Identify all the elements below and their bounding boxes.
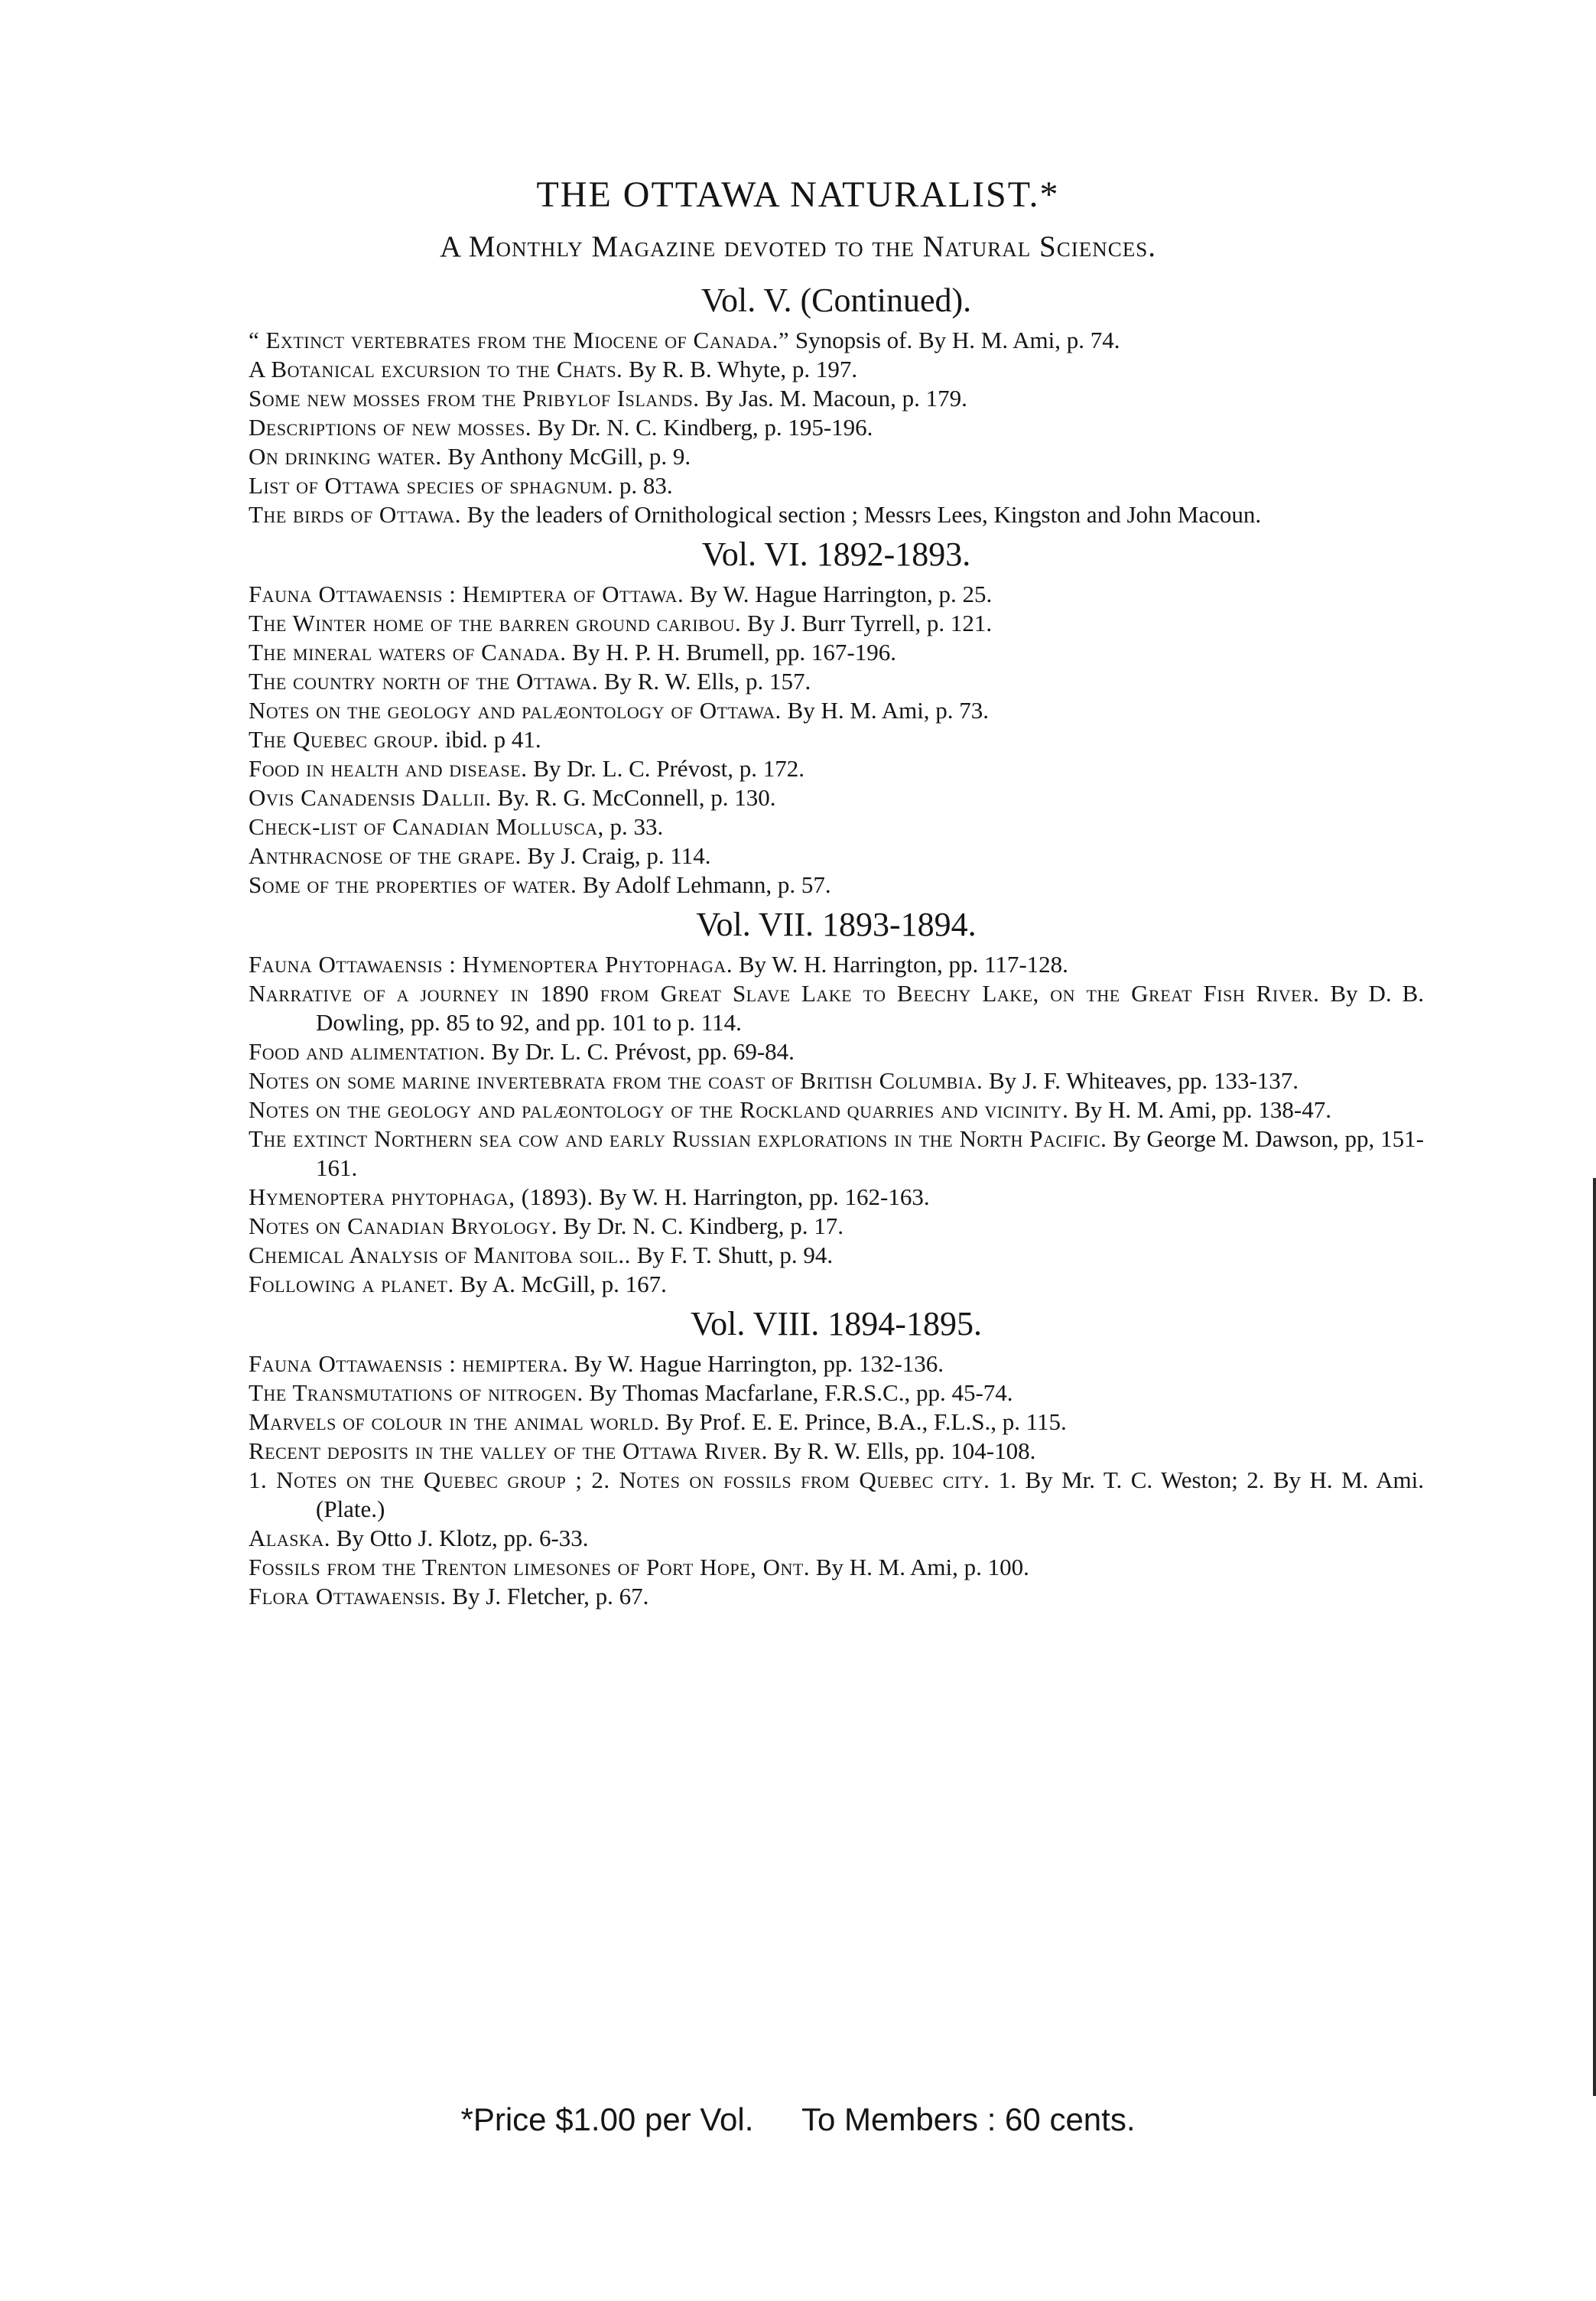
article-entry xyxy=(249,1212,1424,1241)
article-details: By Anthony McGill, p. 9. xyxy=(441,443,691,470)
article-entry xyxy=(249,667,1424,696)
article-entry xyxy=(249,1124,1424,1183)
article-entry xyxy=(249,1095,1424,1124)
article-title: The Winter home of the barren ground caribou. xyxy=(249,610,742,636)
article-entry xyxy=(249,1037,1424,1066)
article-entry xyxy=(249,442,1424,471)
article-entry xyxy=(249,841,1424,871)
article-details: p. 83. xyxy=(613,472,673,499)
article-entry xyxy=(249,783,1424,812)
article-entry xyxy=(249,355,1424,384)
article-details: By A. McGill, p. 167. xyxy=(453,1271,667,1297)
page-title: THE OTTAWA NATURALIST.* xyxy=(536,174,1060,215)
article-title: Fauna Ottawaensis : hemiptera. xyxy=(249,1350,569,1377)
article-details: By Dr. N. C. Kindberg, p. 195-196. xyxy=(531,414,873,441)
article-title: Notes on some marine invertebrata from the coast of British Columbia. xyxy=(249,1067,983,1094)
article-title: Flora Ottawaensis. xyxy=(249,1583,447,1609)
article-title: Food in health and disease. xyxy=(249,755,528,782)
article-title: Alaska. xyxy=(249,1525,330,1551)
article-title: Notes on the geology and palæontology of the Rockland quarries and vicinity. xyxy=(249,1096,1069,1123)
article-details: By Dr. L. C. Prévost, p. 172. xyxy=(527,755,805,782)
price-text: *Price $1.00 per Vol. xyxy=(460,2101,754,2137)
table-of-contents xyxy=(249,275,1424,1611)
article-details: By J. Burr Tyrrell, p. 121. xyxy=(741,610,993,636)
article-title: Some new mosses from the Pribylof Islands. xyxy=(249,385,700,412)
article-entry xyxy=(249,1270,1424,1299)
article-entry xyxy=(249,1582,1424,1611)
article-entry xyxy=(249,1408,1424,1437)
article-title: The mineral waters of Canada. xyxy=(249,639,567,666)
article-title: Fauna Ottawaensis : Hymenoptera Phytophaga. xyxy=(249,951,733,978)
article-entry xyxy=(249,725,1424,754)
article-details: By Dr. L. C. Prévost, pp. 69-84. xyxy=(486,1038,795,1065)
article-title: The Quebec group. xyxy=(249,726,440,753)
article-details: By W. H. Harrington, pp. 117-128. xyxy=(733,951,1068,978)
article-title: The Transmutations of nitrogen. xyxy=(249,1379,583,1406)
article-title: 1. Notes on the Quebec group ; 2. Notes on fossils from Quebec city. xyxy=(249,1466,990,1493)
article-title: Recent deposits in the valley of the Ottawa River. xyxy=(249,1437,768,1464)
article-entry xyxy=(249,1183,1424,1212)
article-details: By J. F. Whiteaves, pp. 133-137. xyxy=(983,1067,1299,1094)
volume-heading: Vol. VI. 1892-1893. xyxy=(701,535,971,573)
article-entry xyxy=(249,500,1424,529)
article-entry xyxy=(249,1241,1424,1270)
article-title: On drinking water. xyxy=(249,443,442,470)
article-details: ibid. p 41. xyxy=(439,726,541,753)
article-title: Fauna Ottawaensis : Hemiptera of Ottawa. xyxy=(249,581,684,607)
article-title: Marvels of colour in the animal world. xyxy=(249,1408,660,1435)
article-title: The birds of Ottawa. xyxy=(249,501,462,528)
article-entry xyxy=(249,1553,1424,1582)
article-entry xyxy=(249,638,1424,667)
article-details: By J. Craig, p. 114. xyxy=(521,842,711,869)
article-entry xyxy=(249,1066,1424,1095)
members-price-text: To Members : 60 cents. xyxy=(801,2101,1136,2137)
article-details: Synopsis of. By H. M. Ami, p. 74. xyxy=(789,327,1120,353)
article-details: By J. Fletcher, p. 67. xyxy=(446,1583,649,1609)
article-title: Notes on the geology and palæontology of Ottawa. xyxy=(249,697,782,724)
article-title: Anthracnose of the grape. xyxy=(249,842,522,869)
article-title: Check-list of Canadian Mollusca, xyxy=(249,813,604,840)
volume-heading: Vol. VII. 1893-1894. xyxy=(696,906,977,943)
article-entry xyxy=(249,871,1424,900)
article-details: 1. By Mr. T. C. Weston; 2. By H. M. Ami. (Plate.) xyxy=(316,1466,1424,1522)
article-details: By Adolf Lehmann, p. 57. xyxy=(577,871,831,898)
article-details: By Jas. M. Macoun, p. 179. xyxy=(699,385,967,412)
article-details: By H. M. Ami, p. 100. xyxy=(810,1554,1029,1580)
article-entry xyxy=(249,950,1424,979)
article-details: By R. B. Whyte, p. 197. xyxy=(622,356,858,382)
article-entry xyxy=(249,326,1424,355)
article-details: By W. H. Harrington, pp. 162-163. xyxy=(593,1183,930,1210)
article-title: Descriptions of new mosses. xyxy=(249,414,532,441)
article-details: By D. B. Dowling, pp. 85 to 92, and pp. 101 to p. 114. xyxy=(316,980,1424,1036)
volume-heading: Vol. VIII. 1894-1895. xyxy=(691,1305,982,1343)
article-title: “ Extinct vertebrates from the Miocene of Canada.” xyxy=(249,327,790,353)
article-details: By H. M. Ami, pp. 138-47. xyxy=(1068,1096,1331,1123)
article-entry xyxy=(249,1349,1424,1378)
article-entry xyxy=(249,696,1424,725)
page-subtitle: A Monthly Magazine devoted to the Natural Sciences. xyxy=(440,230,1156,263)
article-entry xyxy=(249,580,1424,609)
article-details: By H. P. H. Brumell, pp. 167-196. xyxy=(566,639,896,666)
article-details: p. 33. xyxy=(603,813,664,840)
article-details: By R. W. Ells, pp. 104-108. xyxy=(767,1437,1036,1464)
article-title: Fossils from the Trenton limesones of Port Hope, Ont. xyxy=(249,1554,811,1580)
article-title: Chemical Analysis of Manitoba soil.. xyxy=(249,1242,631,1268)
article-title: The extinct Northern sea cow and early Russian explorations in the North Pacific. xyxy=(249,1125,1107,1152)
article-title: Food and alimentation. xyxy=(249,1038,486,1065)
article-entry xyxy=(249,812,1424,841)
article-details: By W. Hague Harrington, pp. 132-136. xyxy=(568,1350,944,1377)
article-entry xyxy=(249,609,1424,638)
article-details: By. R. G. McConnell, p. 130. xyxy=(491,784,776,811)
article-entry xyxy=(249,1437,1424,1466)
article-title: Hymenoptera phytophaga, (1893). xyxy=(249,1183,593,1210)
volume-heading: Vol. V. (Continued). xyxy=(700,282,972,319)
article-entry xyxy=(249,979,1424,1037)
price-footer xyxy=(0,2100,1596,2140)
article-entry xyxy=(249,1466,1424,1524)
article-details: By Dr. N. C. Kindberg, p. 17. xyxy=(557,1212,844,1239)
article-title: A Botanical excursion to the Chats. xyxy=(249,356,623,382)
article-details: By Prof. E. E. Prince, B.A., F.L.S., p. 115. xyxy=(659,1408,1067,1435)
article-title: Ovis Canadensis Dallii. xyxy=(249,784,492,811)
article-details: By F. T. Shutt, p. 94. xyxy=(630,1242,834,1268)
article-details: By H. M. Ami, p. 73. xyxy=(781,697,990,724)
article-entry xyxy=(249,471,1424,500)
article-entry xyxy=(249,384,1424,413)
article-details: By Otto J. Klotz, pp. 6-33. xyxy=(330,1525,589,1551)
article-details: By R. W. Ells, p. 157. xyxy=(598,668,811,695)
article-title: The country north of the Ottawa. xyxy=(249,668,599,695)
article-details: By Thomas Macfarlane, F.R.S.C., pp. 45-74. xyxy=(583,1379,1013,1406)
article-title: Some of the properties of water. xyxy=(249,871,577,898)
article-title: Narrative of a journey in 1890 from Great Slave Lake to Beechy Lake, on the Great Fish River. xyxy=(249,980,1320,1007)
article-details: By W. Hague Harrington, p. 25. xyxy=(684,581,993,607)
article-title: Notes on Canadian Bryology. xyxy=(249,1212,558,1239)
article-entry xyxy=(249,1378,1424,1408)
article-title: Following a planet. xyxy=(249,1271,454,1297)
article-title: List of Ottawa species of sphagnum. xyxy=(249,472,614,499)
page-edge-mark xyxy=(1593,1178,1596,2096)
article-entry xyxy=(249,754,1424,783)
article-details: By the leaders of Ornithological section ; Messrs Lees, Kingston and John Macoun. xyxy=(461,501,1262,528)
article-details: By George M. Dawson, pp, 151-161. xyxy=(316,1125,1424,1181)
article-entry xyxy=(249,1524,1424,1553)
article-entry xyxy=(249,413,1424,442)
